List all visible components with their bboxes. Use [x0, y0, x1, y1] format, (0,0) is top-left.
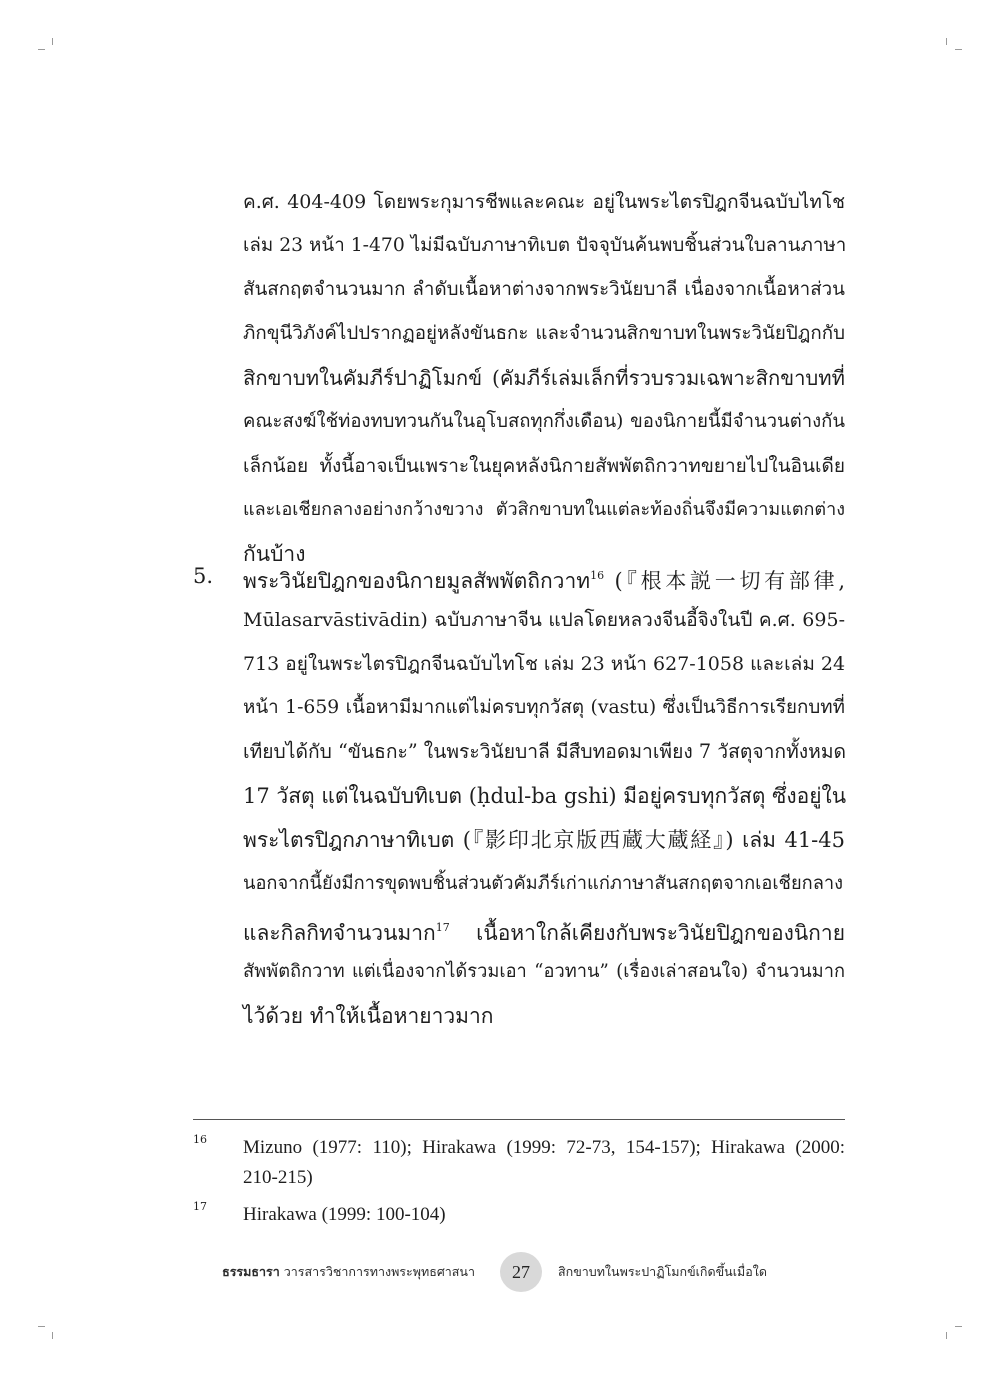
crop-mark: [955, 1326, 962, 1327]
list-item-number: 5.: [193, 564, 214, 588]
body-line: ภิกขุนีวิภังค์ไปปรากฏอยู่หลังขันธกะ และจำนวนสิกขาบทในพระวินัยปิฎกกับ: [243, 323, 845, 344]
list-item-5-line: นอกจากนี้ยังมีการขุดพบชิ้นส่วนตัวคัมภีร์เก่าแก่ภาษาสันสกฤตจากเอเชียกลาง: [243, 873, 844, 894]
footnote-ref-17[interactable]: 17: [435, 921, 450, 934]
body-line: เล็กน้อย ทั้งนี้อาจเป็นเพราะในยุคหลังนิกายสัพพัตถิกวาทขยายไปในอินเดีย: [243, 455, 845, 477]
crop-mark: [52, 1332, 53, 1339]
item-cjk-title: (『根本説一切有部律,: [604, 569, 845, 593]
crop-mark: [946, 38, 947, 45]
list-item-5-line: 713 อยู่ในพระไตรปิฎกจีนฉบับไทโช เล่ม 23 หน้า 627-1058 และเล่ม 24: [243, 653, 846, 675]
list-item-5-line: เทียบได้กับ “ขันธกะ” ในพระวินัยบาลี มีสืบทอดมาเพียง 7 วัสตุจากทั้งหมด: [243, 740, 847, 763]
journal-name: ธรรมธารา: [222, 1264, 280, 1279]
crop-mark: [38, 1326, 45, 1327]
item-title: พระวินัยปิฎกของนิกายมูลสัพพัตถิกวาท: [243, 569, 591, 593]
body-line: สิกขาบทในคัมภีร์ปาฏิโมกข์ (คัมภีร์เล่มเล็กที่รวบรวมเฉพาะสิกขาบทที่: [243, 366, 845, 390]
footnote-ref-16[interactable]: 16: [590, 569, 605, 582]
list-item-5-line: [243, 906, 845, 950]
list-item-5-line: [243, 554, 845, 598]
footnote-16-line: 210-215): [243, 1167, 313, 1188]
article-title: สิกขาบทในพระปาฏิโมกข์เกิดขึ้นเมื่อใด: [558, 1264, 767, 1279]
line-text: และกิลกิทจำนวนมาก: [243, 921, 436, 945]
body-line: กันบ้าง: [243, 542, 306, 566]
running-footer: [0, 1252, 1000, 1292]
list-item-5-line: สัพพัตถิกวาท แต่เนื่องจากได้รวมเอา “อวทาน” (เรื่องเล่าสอนใจ) จำนวนมาก: [243, 961, 845, 982]
list-item-5-line: Mūlasarvāstivādin) ฉบับภาษาจีน แปลโดยหลวงจีนอี้จิงในปี ค.ศ. 695-: [243, 609, 845, 631]
list-item-5-line: ไว้ด้วย ทำให้เนื้อหายาวมาก: [243, 1004, 494, 1028]
footnote-number: 16: [193, 1133, 207, 1146]
footnote-number: 17: [193, 1200, 207, 1213]
line-text: เนื้อหาใกล้เคียงกับพระวินัยปิฎกของนิกาย: [449, 921, 845, 945]
body-line: เล่ม 23 หน้า 1-470 ไม่มีฉบับภาษาทิเบต ปัจจุบันค้นพบชิ้นส่วนใบลานภาษา: [243, 235, 847, 256]
journal-subtitle: วารสารวิชาการทางพระพุทธศาสนา: [283, 1264, 475, 1279]
page-number: 27: [500, 1252, 542, 1292]
body-line: สันสกฤตจำนวนมาก ลำดับเนื้อหาต่างจากพระวินัยบาลี เนื่องจากเนื้อหาส่วน: [243, 279, 845, 300]
list-item-5-line: พระไตรปิฎกภาษาทิเบต (『影印北京版西蔵大蔵経』) เล่ม 41-45: [243, 828, 845, 852]
footnote-16-line: Mizuno (1977: 110); Hirakawa (1999: 72-73, 154-157); Hirakawa (2000:: [243, 1137, 845, 1158]
crop-mark: [38, 49, 45, 50]
body-line: ค.ศ. 404-409 โดยพระกุมารชีพและคณะ อยู่ในพระไตรปิฎกจีนฉบับไทโช: [243, 191, 845, 213]
crop-mark: [946, 1332, 947, 1339]
crop-mark: [955, 49, 962, 50]
body-line: และเอเชียกลางอย่างกว้างขวาง ตัวสิกขาบทในแต่ละท้องถิ่นจึงมีความแตกต่าง: [243, 499, 845, 520]
footnote-divider: [193, 1119, 845, 1120]
journal-title: [222, 1252, 475, 1292]
crop-mark: [52, 38, 53, 45]
footnote-17-line: Hirakawa (1999: 100-104): [243, 1204, 446, 1225]
body-line: คณะสงฆ์ใช้ท่องทบทวนกันในอุโบสถทุกกึ่งเดือน) ของนิกายนี้มีจำนวนต่างกัน: [243, 411, 845, 432]
list-item-5-line: 17 วัสตุ แต่ในฉบับทิเบต (ḥdul-ba gshi) มีอยู่ครบทุกวัสตุ ซึ่งอยู่ใน: [243, 784, 847, 808]
list-item-5-line: หน้า 1-659 เนื้อหามีมากแต่ไม่ครบทุกวัสตุ (vastu) ซึ่งเป็นวิธีการเรียกบทที่: [243, 697, 845, 718]
